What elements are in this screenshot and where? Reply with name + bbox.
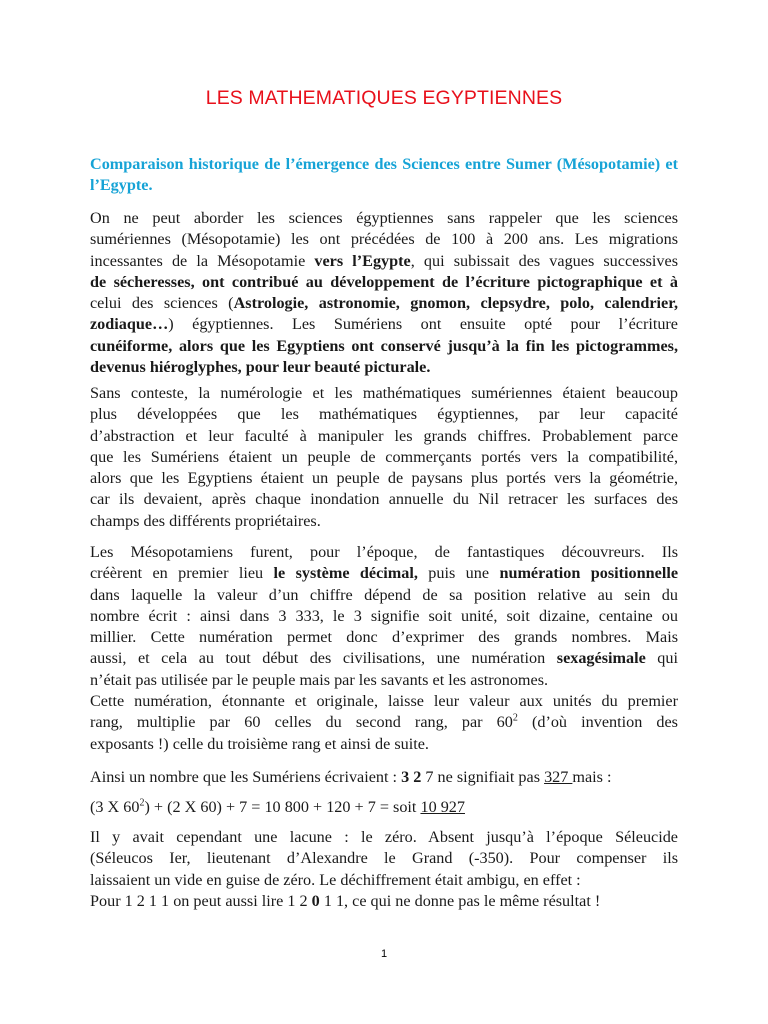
p3-line: créèrent en premier lieu le système décimal, puis une numération positionnelle xyxy=(90,564,679,583)
p5-line: (3 X $60^2) + (2$ X 60) + 7 = 10 800 + 120 + 7 = soit 10 927 xyxy=(90,797,465,816)
p1-line: devenus hiéroglyphes, pour leur beauté picturale. xyxy=(90,358,431,377)
section-subtitle: Comparaison historique de l’émergence des Sciences entre Sumer (Mésopotamie) et l’Egypte. xyxy=(90,155,678,194)
p1-line: On ne peut aborder les sciences égyptiennes sans rappeler que les sciences xyxy=(90,209,678,227)
p2-line: Sans conteste, la numérologie et les mathématiques sumériennes étaient beaucoup xyxy=(90,384,678,402)
p1-line: celui des sciences (Astrologie, astronomie, gnomon, clepsydre, polo, calendrier, xyxy=(90,294,678,313)
p2-line: champs des différents propriétaires. xyxy=(90,511,321,530)
p2-line: car ils devaient, après chaque inondation annuelle du Nil retracer les surfaces des xyxy=(90,490,678,509)
p3-line: exposants !) celle du troisième rang et ainsi de suite. xyxy=(90,734,429,753)
formula-line xyxy=(90,797,678,818)
p2-line: plus développées que les mathématiques égyptiennes, par leur capacité xyxy=(90,405,678,424)
paragraph-4 xyxy=(90,767,678,788)
p6-line: (Séleucos Ier, lieutenant d’Alexandre le Grand (-350). Pour compenser ils xyxy=(90,849,678,868)
paragraph-1 xyxy=(90,208,678,378)
p3-line: rang, multiplie par 60 celles du second rang, par $60^2$ (d’où invention des xyxy=(90,712,678,732)
p3-line: aussi, et cela au tout début des civilisations, une numération sexagésimale qui xyxy=(90,649,678,668)
p3-line: dans laquelle la valeur d’un chiffre dépend de sa position relative au sein du xyxy=(90,585,678,604)
p3-line: millier. Cette numération permet donc d’exprimer des grands nombres. Mais xyxy=(90,628,678,647)
page-number: 1 xyxy=(380,948,388,960)
p6-line: laissaient un vide en guise de zéro. Le déchiffrement était ambigu, en effet : xyxy=(90,870,581,889)
paragraph-6 xyxy=(90,827,678,912)
p2-line: alors que les Egyptiens étaient un peuple de paysans plus portés vers la géométrie, xyxy=(90,469,678,488)
page-title: LES MATHEMATIQUES EGYPTIENNES xyxy=(205,87,563,109)
p3-line: Cette numération, étonnante et originale, laisse leur valeur aux unités du premier xyxy=(90,692,678,711)
p1-line: de sécheresses, ont contribué au développement de l’écriture pictographique et à xyxy=(90,272,678,291)
p2-line: que les Sumériens étaient un peuple de commerçants portés vers la compatibilité, xyxy=(90,447,678,466)
p3-line: n’était pas utilisée par le peuple mais par les savants et les astronomes. xyxy=(90,670,549,689)
p1-line: sumériennes (Mésopotamie) les ont précédées de 100 à 200 ans. Les migrations xyxy=(90,230,678,249)
paragraph-2 xyxy=(90,383,678,532)
p3-line: nombre écrit : ainsi dans 3 333, le 3 signifie soit unité, soit dizaine, centaine ou xyxy=(90,606,678,625)
p6-line: Pour 1 2 1 1 on peut aussi lire 1 2 0 1 1, ce qui ne donne pas le même résultat ! xyxy=(90,891,601,910)
p1-line: incessantes de la Mésopotamie vers l’Egypte, qui subissait des vagues successives xyxy=(90,251,678,270)
p2-line: d’abstraction et leur faculté à manipuler les grands chiffres. Probablement parce xyxy=(90,426,678,445)
p4-line: Ainsi un nombre que les Sumériens écrivaient : 3 2 7 ne signifiait pas 327 mais : xyxy=(90,768,612,786)
p6-line: Il y avait cependant une lacune : le zéro. Absent jusqu’à l’époque Séleucide xyxy=(90,828,678,846)
p1-line: cunéiforme, alors que les Egyptiens ont conservé jusqu’à la fin les pictogrammes, xyxy=(90,336,678,355)
p3-line: Les Mésopotamiens furent, pour l’époque, de fantastiques découvreurs. Ils xyxy=(90,543,678,561)
p1-line: zodiaque…) égyptiennes. Les Sumériens ont ensuite opté pour l’écriture xyxy=(90,315,678,334)
paragraph-3 xyxy=(90,542,678,755)
